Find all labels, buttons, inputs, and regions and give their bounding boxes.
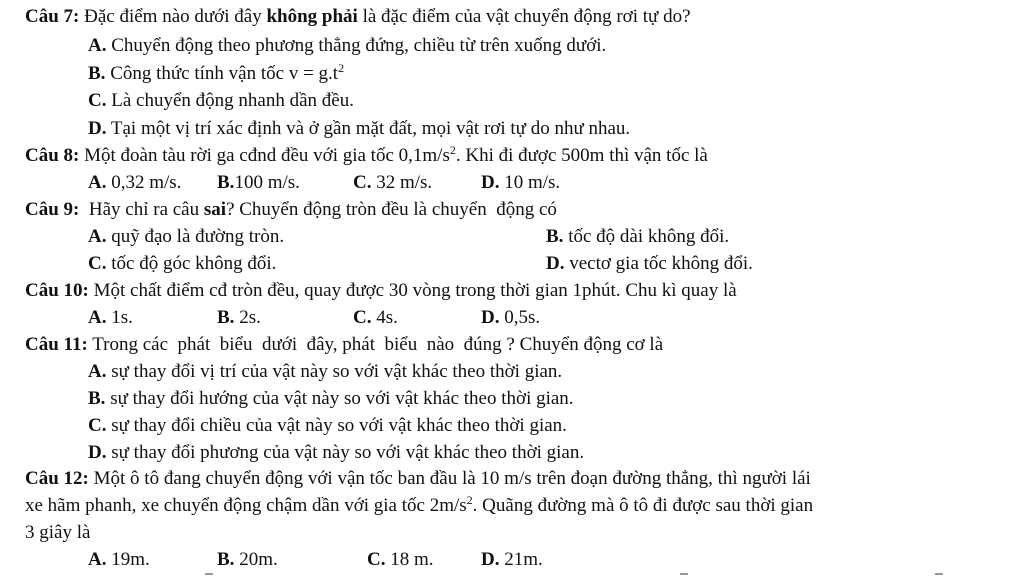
question-11-stem: Câu 11: Trong các phát biểu dưới đây, phát biểu nào đúng ? Chuyển động cơ là bbox=[25, 334, 664, 355]
edge-mark bbox=[205, 573, 213, 575]
question-8-option-d: D. 10 m/s. bbox=[481, 172, 561, 193]
question-10-option-c: C. 4s. bbox=[353, 307, 398, 328]
question-10-option-b: B. 2s. bbox=[217, 307, 261, 328]
question-10-stem: Câu 10: Một chất điểm cđ tròn đều, quay được 30 vòng trong thời gian 1phút. Chu kì quay là bbox=[25, 280, 737, 301]
question-11-option-a: A. sự thay đổi vị trí của vật này so với vật khác theo thời gian. bbox=[88, 361, 563, 382]
question-11-option-b: B. sự thay đổi hướng của vật này so với vật khác theo thời gian. bbox=[88, 388, 574, 409]
question-7-option-a: A. Chuyển động theo phương thẳng đứng, chiều từ trên xuống dưới. bbox=[88, 35, 607, 56]
question-12-stem-line-2: xe hãm phanh, xe chuyển động chậm dần với gia tốc $2m/s^2$. Quãng đường mà ô tô đi được sau thời gian bbox=[25, 493, 814, 516]
question-12-option-c: C. 18 m. bbox=[367, 549, 434, 570]
edge-mark bbox=[680, 573, 688, 575]
question-12-option-b: B. 20m. bbox=[217, 549, 278, 570]
question-8-option-a: A. 0,32 m/s. bbox=[88, 172, 182, 193]
question-7-stem: Câu 7: Đặc điểm nào dưới đây không phải là đặc điểm của vật chuyển động rơi tự do? bbox=[25, 6, 691, 27]
question-12-option-d: D. 21m. bbox=[481, 549, 543, 570]
question-12-option-a: A. 19m. bbox=[88, 549, 150, 570]
question-9-option-d: D. vectơ gia tốc không đổi. bbox=[546, 253, 753, 274]
question-8-option-c: C. 32 m/s. bbox=[353, 172, 433, 193]
question-7-option-b: B. Công thức tính vận tốc $v = g.t^2$ bbox=[88, 61, 345, 84]
question-8-option-b: B.100 m/s. bbox=[217, 172, 300, 193]
question-9-option-a: A. quỹ đạo là đường tròn. bbox=[88, 226, 285, 247]
question-9-option-c: C. tốc độ góc không đổi. bbox=[88, 253, 277, 274]
question-label: Câu 7: bbox=[25, 6, 80, 27]
question-12-stem-line-1: Câu 12: Một ô tô đang chuyển động với vận tốc ban đầu là 10 m/s trên đoạn đường thẳng, thì người lái bbox=[25, 468, 811, 489]
question-10-option-a: A. 1s. bbox=[88, 307, 133, 328]
question-9-option-b: B. tốc độ dài không đổi. bbox=[546, 226, 730, 247]
question-8-stem: Câu 8: Một đoàn tàu rời ga cđnd đều với gia tốc $0,1m/s^2$. Khi đi được 500m thì vận tốc là bbox=[25, 143, 708, 166]
edge-mark bbox=[935, 573, 943, 575]
question-7-option-d: D. Tại một vị trí xác định và ở gần mặt đất, mọi vật rơi tự do như nhau. bbox=[88, 118, 631, 139]
question-9-stem: Câu 9: Hãy chỉ ra câu sai? Chuyển động tròn đều là chuyển động có bbox=[25, 199, 557, 220]
question-11-option-c: C. sự thay đổi chiều của vật này so với vật khác theo thời gian. bbox=[88, 415, 567, 436]
question-11-option-d: D. sự thay đổi phương của vật này so với vật khác theo thời gian. bbox=[88, 442, 585, 463]
question-12-stem-line-3: 3 giây là bbox=[25, 522, 91, 543]
question-10-option-d: D. 0,5s. bbox=[481, 307, 541, 328]
question-7-option-c: C. Là chuyển động nhanh dần đều. bbox=[88, 90, 354, 111]
